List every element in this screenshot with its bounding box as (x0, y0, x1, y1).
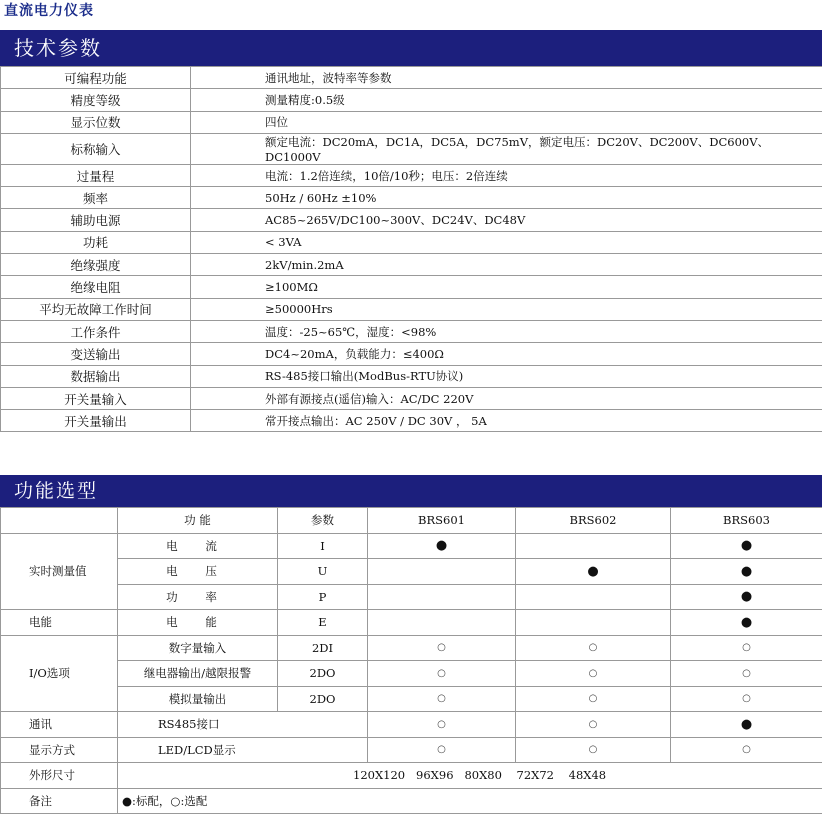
spec-value: 测量精度:0.5级 (191, 89, 822, 111)
spec-value: AC85~265V/DC100~300V、DC24V、DC48V (191, 209, 822, 231)
table-cell (368, 584, 516, 610)
spec-value: 通讯地址，波特率等参数 (191, 67, 822, 89)
table-row (1, 111, 822, 133)
table-row (1, 661, 822, 687)
table-cell: ○ (671, 661, 822, 687)
table-cell: 120X120 96X96 80X80 72X72 48X48 (118, 763, 822, 789)
table-row (1, 365, 822, 387)
spec-value: 常开接点输出：AC 250V / DC 30V ， 5A (191, 410, 822, 432)
spec-key: 平均无故障工作时间 (1, 298, 191, 320)
table-cell: 电 能 (118, 610, 278, 636)
table-cell: ○ (516, 635, 671, 661)
table-cell: E (278, 610, 368, 636)
spec-value: 温度：-25~65℃，湿度：<98% (191, 320, 822, 342)
table-cell: ○ (368, 635, 516, 661)
table-cell: 备注 (1, 788, 118, 814)
table-row (1, 343, 822, 365)
spec-key: 绝缘强度 (1, 254, 191, 276)
table-row (1, 164, 822, 186)
table-cell: ○ (671, 686, 822, 712)
spec-value: ≥50000Hrs (191, 298, 822, 320)
table-row (1, 508, 822, 534)
spec-value: DC4~20mA，负载能力：≤400Ω (191, 343, 822, 365)
table-cell: 2DO (278, 686, 368, 712)
table-cell: ●:标配，○:选配 (118, 788, 822, 814)
table-row (1, 231, 822, 253)
spec-value: 四位 (191, 111, 822, 133)
table-row (1, 559, 822, 585)
table-cell: BRS603 (671, 508, 822, 534)
table-row (1, 320, 822, 342)
table-cell: ● (671, 610, 822, 636)
table-cell: ○ (516, 712, 671, 738)
table-cell: ● (671, 533, 822, 559)
table-cell: P (278, 584, 368, 610)
spec-key: 绝缘电阻 (1, 276, 191, 298)
spec-value: ≥100MΩ (191, 276, 822, 298)
table-cell: ○ (368, 737, 516, 763)
spec-key: 变送输出 (1, 343, 191, 365)
table-cell: 2DI (278, 635, 368, 661)
spec-table (0, 66, 822, 432)
table-cell (516, 584, 671, 610)
table-row (1, 737, 822, 763)
table-cell (1, 508, 118, 534)
spec-key: 过量程 (1, 164, 191, 186)
table-row (1, 254, 822, 276)
table-row (1, 533, 822, 559)
table-cell: ○ (516, 661, 671, 687)
table-cell: 继电器输出/越限报警 (118, 661, 278, 687)
table-cell: ● (516, 559, 671, 585)
spec-key: 辅助电源 (1, 209, 191, 231)
table-cell: ○ (516, 737, 671, 763)
table-row (1, 610, 822, 636)
spec-key: 精度等级 (1, 89, 191, 111)
table-cell: ○ (368, 712, 516, 738)
func-table (0, 507, 822, 814)
spec-value: 额定电流：DC20mA，DC1A，DC5A，DC75mV，额定电压：DC20V、DC200V、DC600V、DC1000V (191, 133, 822, 164)
table-cell: ● (368, 533, 516, 559)
table-cell: BRS602 (516, 508, 671, 534)
spec-key: 频率 (1, 187, 191, 209)
table-cell: BRS601 (368, 508, 516, 534)
table-row (1, 686, 822, 712)
table-row (1, 133, 822, 164)
spec-value: 电流：1.2倍连续，10倍/10秒；电压：2倍连续 (191, 164, 822, 186)
page-title: 直流电力仪表 (4, 0, 94, 20)
table-cell: ● (671, 712, 822, 738)
table-cell: ○ (368, 661, 516, 687)
func-section-title: 功能选型 (14, 480, 98, 502)
table-row (1, 763, 822, 789)
table-cell: U (278, 559, 368, 585)
table-row (1, 410, 822, 432)
spec-section-header (0, 30, 822, 66)
spec-key: 功耗 (1, 231, 191, 253)
table-row (1, 89, 822, 111)
table-cell (516, 533, 671, 559)
table-row (1, 584, 822, 610)
spec-value: 外部有源接点(遥信)输入：AC/DC 220V (191, 387, 822, 409)
table-row (1, 635, 822, 661)
table-cell: 电 压 (118, 559, 278, 585)
table-cell: ● (671, 559, 822, 585)
spec-key: 开关量输入 (1, 387, 191, 409)
table-row (1, 67, 822, 89)
table-cell (516, 610, 671, 636)
spec-section-title: 技术参数 (14, 36, 102, 60)
table-cell: ○ (671, 737, 822, 763)
table-cell (368, 559, 516, 585)
table-cell: 模拟量输出 (118, 686, 278, 712)
table-cell: I/O选项 (1, 635, 118, 712)
table-cell: LED/LCD显示 (118, 737, 368, 763)
table-cell: I (278, 533, 368, 559)
table-cell: 功 率 (118, 584, 278, 610)
table-cell: 外形尺寸 (1, 763, 118, 789)
table-cell: 参数 (278, 508, 368, 534)
table-row (1, 387, 822, 409)
table-cell: RS485接口 (118, 712, 368, 738)
table-row (1, 712, 822, 738)
spec-key: 数据输出 (1, 365, 191, 387)
table-cell: 2DO (278, 661, 368, 687)
table-cell: 电能 (1, 610, 118, 636)
spec-key: 可编程功能 (1, 67, 191, 89)
table-row (1, 276, 822, 298)
spec-key: 标称输入 (1, 133, 191, 164)
table-row (1, 187, 822, 209)
func-section-header (0, 475, 822, 507)
table-cell: ○ (516, 686, 671, 712)
table-cell: 数字量输入 (118, 635, 278, 661)
table-row (1, 788, 822, 814)
spec-key: 显示位数 (1, 111, 191, 133)
spec-value: < 3VA (191, 231, 822, 253)
table-cell: 功 能 (118, 508, 278, 534)
table-cell: 通讯 (1, 712, 118, 738)
spec-value: 50Hz / 60Hz ±10% (191, 187, 822, 209)
spec-value: 2kV/min.2mA (191, 254, 822, 276)
table-row (1, 209, 822, 231)
spec-key: 工作条件 (1, 320, 191, 342)
table-row (1, 298, 822, 320)
table-cell: 实时测量值 (1, 533, 118, 610)
table-cell (368, 610, 516, 636)
spec-value: RS-485接口输出(ModBus-RTU协议) (191, 365, 822, 387)
table-cell: 电 流 (118, 533, 278, 559)
table-cell: ● (671, 584, 822, 610)
table-cell: ○ (368, 686, 516, 712)
table-cell: ○ (671, 635, 822, 661)
table-cell: 显示方式 (1, 737, 118, 763)
spec-key: 开关量输出 (1, 410, 191, 432)
